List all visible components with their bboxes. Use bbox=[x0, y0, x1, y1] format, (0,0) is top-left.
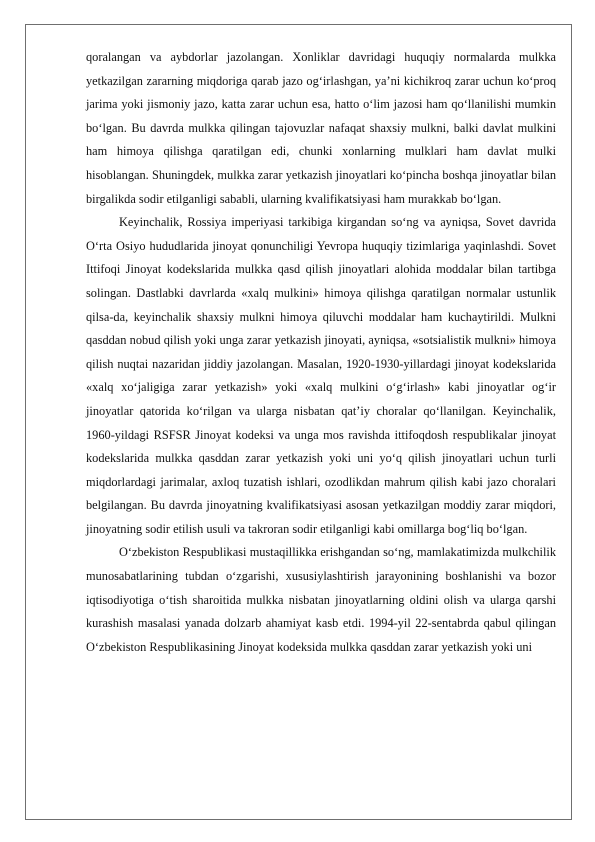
paragraph-2: Keyinchalik, Rossiya imperiyasi tarkibiga kirgandan soʻng va ayniqsa, Sovet davrida Oʻrta Osiyo hududlarida jinoyat qonunchiligi Yevropa huquqiy tizimlariga yaqinlashdi. Sovet Ittifoqi Jinoyat kodekslarida mulkka qasd qilish jinoyatlari alohida moddalar bilan tartibga solingan. Dastlabki davrlarda «xalq mulkini» himoya qilishga qaratilgan normalar ustunlik qilsa-da, keyinchalik shaxsiy mulkni himoya qiluvchi moddalar ham kuchaytirildi. Mulkni qasddan nobud qilish yoki unga zarar yetkazish jinoyati, ayniqsa, «sotsialistik mulkni» himoya qilish nuqtai nazaridan jiddiy jazolangan. Masalan, 1920-1930-yillardagi jinoyat kodekslarida «xalq xoʻjaligiga zarar yetkazish» yoki «xalq mulkini oʻgʻirlash» kabi jinoyatlar ogʻir jinoyatlar qatorida koʻrilgan va ularga nisbatan qatʼiy choralar qoʻllanilgan. Keyinchalik, 1960-yildagi RSFSR Jinoyat kodeksi va unga mos ravishda ittifoqdosh respublikalar jinoyat kodekslarida mulkka qasddan zarar yetkazish yoki uni yoʻq qilish jinoyatlari uchun turli miqdorlardagi jarimalar, axloq tuzatish ishlari, ozodlikdan mahrum qilish kabi jazo choralari belgilangan. Bu davrda jinoyatning kvalifikatsiyasi asosan yetkazilgan moddiy zarar miqdori, jinoyatning sodir etilish usuli va takroran sodir etilganligi kabi omillarga bogʻliq boʻlgan. bbox=[86, 215, 556, 536]
document-body bbox=[86, 46, 556, 659]
paragraph-3: Oʻzbekiston Respublikasi mustaqillikka erishgandan soʻng, mamlakatimizda mulkchilik munosabatlarining tubdan oʻzgarishi, xususiylashtirish jarayonining boshlanishi va bozor iqtisodiyotiga oʻtish sharoitida mulkka nisbatan jinoyatlarning oldini olish va ularga qarshi kurashish masalasi yanada dolzarb ahamiyat kasb etdi. 1994-yil 22-sentabrda qabul qilingan Oʻzbekiston Respublikasining Jinoyat kodeksida mulkka qasddan zarar yetkazish yoki uni bbox=[86, 545, 556, 654]
paragraph-1: qoralangan va aybdorlar jazolangan. Xonliklar davridagi huquqiy normalarda mulkka yetkazilgan zararning miqdoriga qarab jazo ogʻirlashgan, yaʼni kichikroq zarar uchun koʻproq jarima yoki jismoniy jazo, katta zarar uchun esa, hatto oʻlim jazosi ham qoʻllanilishi mumkin boʻlgan. Bu davrda mulkka qilingan tajovuzlar nafaqat shaxsiy mulkni, balki davlat mulkini ham himoya qilishga qaratilgan edi, chunki xonlarning mulklari ham davlat mulki hisoblangan. Shuningdek, mulkka zarar yetkazish jinoyatlari koʻpincha boshqa jinoyatlar bilan birgalikda sodir etilganligi sababli, ularning kvalifikatsiyasi ham murakkab boʻlgan. bbox=[86, 50, 556, 206]
